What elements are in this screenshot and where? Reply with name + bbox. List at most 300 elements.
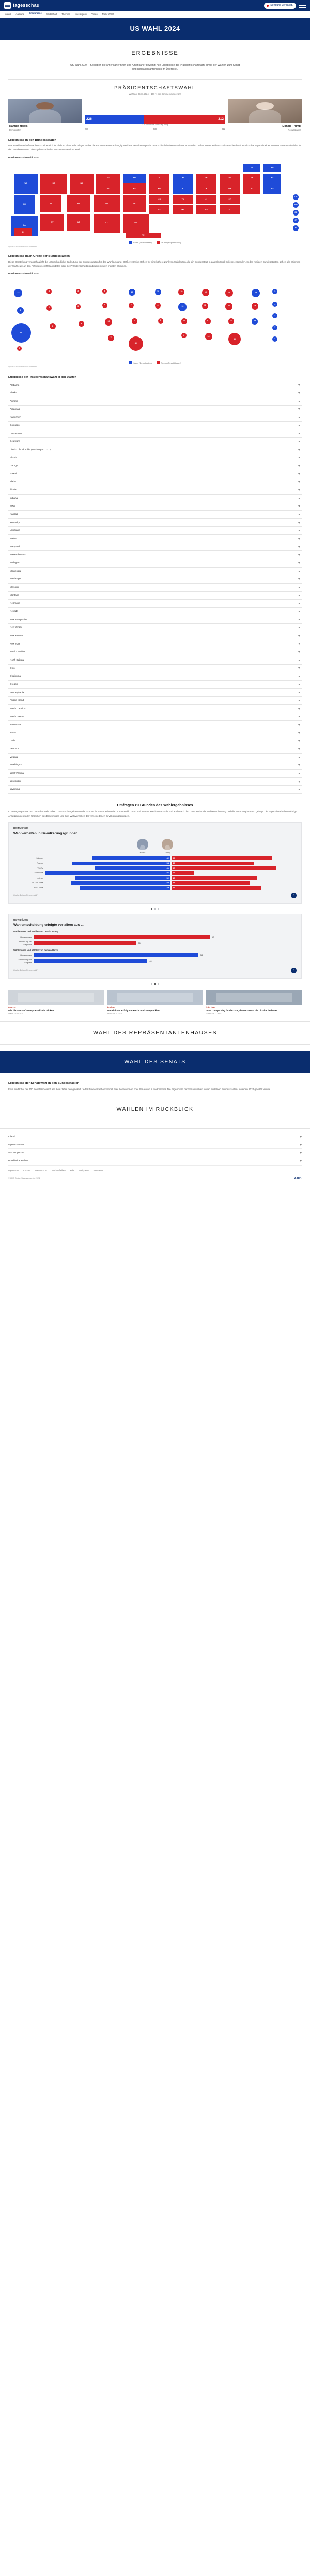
accordion-row[interactable]: [8, 438, 302, 446]
footer-row-label: ARD-Angebote: [8, 1151, 24, 1154]
page-title: US WAHL 2024: [130, 25, 180, 33]
state-name: Illinois: [10, 488, 17, 492]
poll-row: [13, 935, 297, 939]
state-name: New Jersey: [10, 626, 22, 629]
candidate-chip-trump: [162, 839, 173, 850]
chevron-down-icon: [298, 684, 300, 685]
teaser-title: Was Trumps Sieg für die USA, die NATO und die Ukraine bedeutet: [206, 1009, 277, 1012]
chevron-down-icon: [298, 667, 300, 669]
chevron-down-icon: [298, 522, 300, 524]
state-name: Rhode Island: [10, 699, 24, 702]
candidate-harris[interactable]: [8, 99, 82, 132]
states-map-text: Das Präsidentschaftswahl entscheidet sich letztlich im Electoral College. In das die Bundesstaaten abhängig von ihrer Bevölkerungszahl unterschiedlich viele Wahlleute entsenden dürfen. Die Präsidentschaftswahl ist damit letztlich das Ergebnis einer Summe von Einzelwahlen in den Bundesstaaten. Die Ergebnisse in den Bundesstaaten im Detail:: [8, 144, 301, 151]
accordion-row[interactable]: [8, 600, 302, 608]
nav-item-ergebnisse[interactable]: Ergebnisse: [29, 12, 42, 17]
candidate-photo-trump: [228, 99, 302, 123]
footer-copyright: © ARD Online / tagesschau.de 2024: [8, 1177, 40, 1180]
bubble-map-heading: Ergebnisse nach Größe der Bundesstaaten: [8, 254, 70, 258]
accordion-row[interactable]: [8, 413, 302, 422]
state-name: South Dakota: [10, 715, 24, 718]
bar-harris: 52: [75, 876, 170, 880]
poll-card-voting-groups: [8, 822, 302, 904]
top-bar: [0, 0, 310, 11]
poll-row: [13, 953, 297, 957]
share-icon[interactable]: ↗: [291, 968, 297, 973]
bubble-map-source: Quelle: AP/Election/ARD-Wahlbüro: [8, 365, 37, 368]
accordion-row[interactable]: [8, 478, 302, 486]
chevron-down-icon: [298, 505, 300, 507]
electoral-bar-trump: 312: [144, 115, 225, 124]
divider: [8, 79, 302, 80]
accordion-row[interactable]: [8, 406, 302, 414]
footer: [0, 1128, 310, 1189]
article-thumbnail: [107, 990, 203, 1005]
chevron-down-icon: [298, 611, 300, 612]
state-name: New Hampshire: [10, 618, 27, 621]
state-name: Oregon: [10, 682, 18, 685]
nav-item-mehr-wdr[interactable]: Mehr WDR: [102, 12, 114, 16]
article-thumbnail: [206, 990, 302, 1005]
accordion-row[interactable]: [8, 389, 302, 397]
state-name: Hawaii: [10, 472, 17, 475]
card-title: Wahlentscheidung erfolgte vor allem aus ...: [13, 923, 84, 927]
footer-row[interactable]: [8, 1141, 302, 1149]
state-name: New York: [10, 642, 20, 645]
chevron-down-icon: [298, 498, 300, 499]
chevron-down-icon: [298, 417, 300, 418]
article-teasers: [8, 990, 302, 1015]
state-name: Delaware: [10, 440, 20, 443]
state-name: Massachusetts: [10, 553, 26, 556]
chevron-down-icon: [298, 546, 300, 548]
teaser-kicker: Interview: [206, 1006, 215, 1009]
carousel-dots[interactable]: [8, 983, 302, 985]
state-name: Ohio: [10, 666, 15, 669]
chevron-down-icon: [298, 578, 300, 580]
accordion-row[interactable]: [8, 721, 302, 729]
state-name: Georgia: [10, 464, 19, 467]
chevron-down-icon: [298, 627, 300, 628]
accordion-row[interactable]: [8, 608, 302, 616]
accordion-row[interactable]: [8, 592, 302, 600]
accordion-row[interactable]: [8, 656, 302, 665]
teaser-kicker: Analyse: [107, 1006, 115, 1009]
footer-link[interactable]: Datenschutz: [35, 1169, 47, 1172]
chevron-down-icon: [298, 764, 300, 766]
us-bubble-map[interactable]: 12 8 54 4 4 6 3 3 6 3 5 10 11 10 6 7 40 10 6 6 10 19 11 6 15 11 9 16 19 17 9 30 28 16 14 4 4 3 7 4 3: [8, 278, 302, 359]
state-name: Alaska: [10, 391, 17, 394]
row-value: 40: [149, 959, 152, 962]
accordion-row[interactable]: [8, 672, 302, 681]
retrospect-section-banner: [0, 1098, 310, 1121]
nav-item-themen[interactable]: Themen: [61, 12, 71, 16]
accordion-row[interactable]: [8, 575, 302, 584]
state-name: North Carolina: [10, 650, 25, 653]
group-label: Weiße: [37, 866, 43, 869]
chevron-down-icon: [298, 384, 300, 386]
group-label: 18–29 Jahre: [32, 881, 43, 884]
state-name: Colorado: [10, 423, 20, 426]
accordion-row[interactable]: [8, 616, 302, 624]
presidential-result: [8, 99, 302, 132]
state-name: West Virginia: [10, 772, 24, 775]
poll-row: [13, 856, 297, 860]
chevron-down-icon: [298, 700, 300, 701]
group-label: Männer: [36, 856, 43, 860]
accordion-row[interactable]: [8, 648, 302, 656]
state-accordion: [8, 381, 302, 794]
us-choropleth-map[interactable]: WA OR CA MT ID NV WY UT AZ NM CO ND SD NE KS OK TX MN IA MO AR LA WI IL TN MS MI IN AL GA OH SC FL PA NC VA NY NJ ME VT AK MD DE CT RI DC: [8, 161, 302, 239]
bar-harris: 54: [71, 881, 170, 885]
chevron-down-icon: [298, 708, 300, 710]
chevron-down-icon: [298, 635, 300, 637]
accordion-row[interactable]: [8, 624, 302, 632]
accordion-row[interactable]: [8, 381, 302, 390]
footer-row[interactable]: [8, 1133, 302, 1141]
states-map-heading: Ergebnisse in den Bundesstaaten: [8, 138, 57, 142]
state-name: Kansas: [10, 513, 18, 516]
senate-title: WAHL DES SENATS: [124, 1059, 186, 1065]
group-label: Latinos: [37, 876, 43, 879]
accordion-row[interactable]: [8, 430, 302, 438]
chevron-down-icon: [298, 514, 300, 515]
state-name: Vermont: [10, 747, 19, 750]
accordion-row[interactable]: [8, 502, 302, 511]
chevron-down-icon: [298, 401, 300, 402]
live-pill-label: Sendung verpasst?: [270, 4, 293, 7]
state-name: Iowa: [10, 504, 15, 508]
state-name: Mississippi: [10, 577, 22, 580]
state-name: Florida: [10, 456, 18, 459]
hamburger-menu-icon[interactable]: [299, 2, 306, 9]
teaser-meta: Stand: 06.11.2024: [107, 1012, 122, 1015]
chevron-down-icon: [298, 554, 300, 556]
tagesschau-logo-icon: [4, 2, 11, 9]
chevron-down-icon: [298, 773, 300, 774]
house-title: WAHL DES REPRÄSENTANTENHAUSES: [93, 1029, 217, 1036]
nav-item-investigativ[interactable]: Investigativ: [75, 12, 87, 16]
teaser-title: Wie die USA auf Trumps Rückkehr blicken: [8, 1009, 54, 1012]
legend-label-harris: Harris (Demokraten): [133, 361, 152, 364]
row-label: Ablehnung der Gegnerin: [18, 940, 32, 946]
ard-logo[interactable]: ARD: [294, 1177, 302, 1180]
state-name: Connecticut: [10, 432, 23, 435]
candidate-name: Kamala Harris: [9, 124, 28, 128]
brand[interactable]: [4, 2, 40, 9]
accordion-row[interactable]: [8, 470, 302, 479]
live-dot-icon: [267, 5, 269, 7]
chevron-down-icon: [298, 473, 300, 475]
poll-row: [13, 871, 297, 875]
card-source: Quelle: Edison Research/AP: [13, 894, 38, 896]
nav-item-video[interactable]: Video: [91, 12, 98, 16]
candidate-name: Donald Trump: [282, 124, 301, 128]
chevron-down-icon: [298, 433, 300, 434]
state-name: Maine: [10, 537, 17, 540]
state-name: North Dakota: [10, 658, 24, 661]
row-value: 62: [211, 935, 214, 938]
bar-harris: 42: [92, 856, 170, 860]
accordion-row[interactable]: [8, 786, 302, 794]
footer-row[interactable]: [8, 1149, 302, 1157]
state-name: South Carolina: [10, 707, 26, 710]
results-lead: US-Wahl 2024 – So haben die Amerikanerinnen und Amerikaner gewählt: Alle Ergebnisse der Präsidentschaftswahl sowie der Wahlen zum Senat und Repräsentantenhaus im Überblick.: [70, 63, 240, 71]
chevron-down-icon: [300, 1152, 302, 1154]
bar-rep: [34, 941, 136, 945]
chevron-down-icon: [298, 457, 300, 458]
chevron-down-icon: [298, 595, 300, 596]
accordion-row[interactable]: [8, 705, 302, 713]
group-label: Frauen: [37, 862, 43, 865]
poll-chip-harris: [137, 839, 148, 854]
footer-link[interactable]: Kontakt: [23, 1169, 31, 1172]
nav-item-inland[interactable]: Inland: [5, 12, 11, 16]
accordion-row[interactable]: [8, 754, 302, 762]
chevron-down-icon: [298, 571, 300, 572]
chevron-down-icon: [298, 757, 300, 758]
chevron-down-icon: [298, 587, 300, 588]
accordion-row[interactable]: [8, 535, 302, 543]
accordion-row[interactable]: [8, 527, 302, 535]
state-name: Louisiana: [10, 529, 20, 532]
accordion-row[interactable]: [8, 486, 302, 495]
teaser-card[interactable]: [8, 990, 104, 1015]
teaser-kicker: Analyse: [8, 1006, 16, 1009]
presidential-subtitle: Wahltag: 05.11.2024 – 100 % der Stimmen ausgezählt: [129, 92, 181, 95]
group-label: Schwarze: [34, 871, 43, 875]
states-map-legend: [8, 241, 302, 244]
accordion-row[interactable]: [8, 495, 302, 503]
footer-row-label: Rundfunkanstalten: [8, 1159, 28, 1162]
brand-name: tagesschau: [13, 3, 40, 8]
teaser-card[interactable]: [206, 990, 302, 1015]
candidate-chip-harris: [137, 839, 148, 850]
chevron-down-icon: [298, 692, 300, 693]
hero-banner: [0, 18, 310, 40]
card-source: Quelle: Edison Research/AP: [13, 969, 38, 971]
accordion-row[interactable]: [8, 689, 302, 697]
card-kicker: US-Wahl 2024: [13, 918, 28, 922]
accordion-row[interactable]: [8, 737, 302, 745]
poll-row: [13, 886, 297, 890]
row-label: Überzeugung: [19, 935, 32, 938]
bubble-map-legend: [8, 361, 302, 365]
senate-states-heading: Ergebnisse der Senatswahl in den Bundesstaaten: [8, 1082, 80, 1085]
state-name: Oklahoma: [10, 674, 21, 678]
house-section-banner: [0, 1021, 310, 1045]
candidate-trump[interactable]: [228, 99, 302, 132]
chevron-down-icon: [298, 748, 300, 750]
chevron-down-icon: [298, 562, 300, 564]
accordion-row[interactable]: [8, 422, 302, 430]
chevron-down-icon: [298, 603, 300, 604]
state-name: Alabama: [10, 383, 20, 386]
accordion-row[interactable]: [8, 543, 302, 551]
footer-link[interactable]: Netiquette: [79, 1169, 89, 1172]
chevron-down-icon: [300, 1136, 302, 1138]
chevron-down-icon: [298, 732, 300, 734]
accordion-row[interactable]: [8, 713, 302, 722]
accordion-row[interactable]: [8, 640, 302, 649]
state-name: Arkansas: [10, 407, 20, 410]
row-value: 36: [138, 941, 141, 944]
axis-left: 226: [85, 127, 88, 130]
poll-row: [13, 881, 297, 885]
chevron-down-icon: [298, 449, 300, 451]
bar-trump: 57: [172, 866, 276, 870]
footer-link[interactable]: Barrierefreiheit: [51, 1169, 66, 1172]
state-name: Utah: [10, 739, 15, 742]
chevron-down-icon: [298, 740, 300, 742]
state-name: New Mexico: [10, 634, 23, 637]
accordion-row[interactable]: [8, 511, 302, 519]
row-value: 58: [200, 953, 203, 956]
state-name: Indiana: [10, 496, 18, 499]
chevron-down-icon: [298, 489, 300, 491]
bar-harris: 86: [45, 871, 170, 875]
chevron-down-icon: [298, 441, 300, 442]
state-name: Minnesota: [10, 569, 21, 572]
states-map-source: Quelle: AP/Election/ARD-Wahlbüro: [8, 245, 37, 248]
poll-group-name: Wählerinnen und Wähler von Donald Trump: [13, 930, 59, 933]
accordion-row[interactable]: [8, 446, 302, 454]
footer-row-label: tagesschau.de: [8, 1143, 24, 1146]
legend-label-trump: Trump (Republikaner): [161, 361, 181, 364]
states-map-chart-title: Präsidentschaftswahl 2024: [8, 156, 39, 159]
chevron-down-icon: [298, 724, 300, 726]
senate-states-text: Etwa ein Drittel der 100 Senatssitze wird alle zwei Jahre neu gewählt. Jeder Bundesstaat entsendet zwei Senatorinnen oder Senatoren in die Kammer. Die Ergebnisse der Senatswahlen in den einzelnen Bundesstaaten, in denen 2024 gewählt wurde:: [8, 1087, 271, 1091]
electoral-bar: [85, 115, 225, 124]
state-name: Maryland: [10, 545, 20, 548]
footer-link[interactable]: Newsletter: [93, 1169, 103, 1172]
candidate-party: Republikaner: [288, 128, 301, 131]
state-name: Missouri: [10, 586, 19, 589]
state-name: Idaho: [10, 480, 16, 483]
accordion-row[interactable]: [8, 770, 302, 778]
state-name: Kalifornien: [10, 416, 21, 419]
accordion-row[interactable]: [8, 745, 302, 754]
bubble-map-text: Diese Darstellung veranschaulicht die unterschiedliche Bedeutung der Bundesstaaten für den Wahlausgang. Größere Kreise stehen für eine höhere Zahl von Wahlleuten, die ein Bundesstaat in das Electoral College entsenden. In den meisten Bundesstaaten gehen alle Stimmen der Wahlleute an den Präsidentschaftskandidaten oder die Präsidentschaftskandidatin mit den meisten Stimmen.: [8, 260, 301, 268]
bar-trump: 43: [172, 881, 250, 885]
poll-card-vote-motivation: [8, 914, 302, 978]
state-name: Nevada: [10, 609, 18, 612]
accordion-row[interactable]: [8, 697, 302, 705]
accordion-row[interactable]: [8, 778, 302, 786]
state-name: Washington: [10, 763, 23, 766]
chevron-down-icon: [300, 1144, 302, 1146]
chevron-down-icon: [298, 481, 300, 483]
chevron-down-icon: [298, 538, 300, 540]
card-title: Wahlverhalten in Bevölkerungsgruppen: [13, 831, 78, 835]
teaser-meta: Stand: 06.11.2024: [8, 1012, 24, 1015]
state-name: Wisconsin: [10, 779, 21, 783]
teaser-card[interactable]: [107, 990, 203, 1015]
group-label: 65+ Jahre: [34, 886, 43, 889]
state-name: Tennessee: [10, 723, 22, 726]
poll-row: [13, 866, 297, 870]
poll-chip-trump: [162, 839, 173, 854]
chevron-down-icon: [298, 425, 300, 426]
accordion-row[interactable]: [8, 454, 302, 463]
poll-row: [13, 958, 297, 964]
bar-dem: [34, 953, 198, 957]
accordion-row[interactable]: [8, 397, 302, 406]
electoral-bar-harris: 226: [85, 115, 144, 124]
chevron-down-icon: [298, 619, 300, 620]
bar-trump: 45: [172, 862, 254, 865]
poll-row: [13, 862, 297, 865]
footer-link[interactable]: Impressum: [8, 1169, 19, 1172]
chevron-down-icon: [298, 660, 300, 661]
footer-row[interactable]: [8, 1157, 302, 1166]
state-accordion-title: Ergebnisse der Präsidentschaftswahl in den Staaten: [8, 375, 76, 379]
axis-right: 312: [222, 127, 225, 130]
chevron-down-icon: [298, 530, 300, 531]
poll-row: [13, 940, 297, 946]
row-label: Ablehnung des Gegners: [18, 958, 32, 964]
state-name: Texas: [10, 731, 16, 734]
bar-harris: 53: [72, 862, 170, 865]
footer-link[interactable]: Hilfe: [70, 1169, 74, 1172]
accordion-row[interactable]: [8, 568, 302, 576]
accordion-row[interactable]: [8, 681, 302, 689]
accordion-row[interactable]: [8, 632, 302, 640]
carousel-dots[interactable]: [8, 908, 302, 910]
accordion-row[interactable]: [8, 462, 302, 470]
row-label: Überzeugung: [19, 953, 32, 956]
senate-section-banner: [0, 1051, 310, 1073]
state-name: Montana: [10, 593, 19, 596]
share-icon[interactable]: ↗: [291, 893, 297, 898]
bar-trump: 12: [172, 871, 194, 875]
live-pill[interactable]: [264, 3, 296, 9]
bubble-map-chart-title: Präsidentschaftswahl 2024: [8, 272, 39, 275]
state-name: Wyoming: [10, 788, 20, 791]
accordion-row[interactable]: [8, 584, 302, 592]
chevron-down-icon: [300, 1160, 302, 1162]
legend-label-trump: Trump (Republikaner): [161, 241, 181, 244]
chevron-down-icon: [298, 676, 300, 677]
state-name: Arizona: [10, 399, 18, 402]
chevron-down-icon: [298, 392, 300, 394]
nav-item-ausland[interactable]: Ausland: [16, 12, 25, 16]
nav-item-wirtschaft[interactable]: Wirtschaft: [46, 12, 57, 16]
state-name: Virginia: [10, 755, 18, 758]
bar-dem: [34, 959, 147, 963]
main-nav: [0, 11, 310, 18]
card-kicker: US-Wahl 2024: [13, 827, 28, 830]
article-thumbnail: [8, 990, 104, 1005]
accordion-row[interactable]: [8, 665, 302, 673]
accordion-row[interactable]: [8, 559, 302, 568]
chip-label: Trump: [164, 851, 171, 854]
chevron-down-icon: [298, 781, 300, 783]
bar-harris: 41: [95, 866, 170, 870]
state-name: Nebraska: [10, 602, 20, 605]
poll-row: [13, 876, 297, 880]
state-name: District of Columbia (Washington D.C.): [10, 448, 51, 451]
state-name: Kentucky: [10, 520, 20, 524]
accordion-row[interactable]: [8, 761, 302, 770]
presidential-heading: PRÄSIDENTSCHAFTSWAHL: [114, 85, 196, 91]
bar-trump: 55: [172, 856, 272, 860]
accordion-row[interactable]: [8, 551, 302, 559]
accordion-row[interactable]: [8, 519, 302, 527]
bar-trump: 46: [172, 876, 257, 880]
footer-row-label: Inland: [8, 1135, 15, 1138]
accordion-row[interactable]: [8, 729, 302, 738]
bar-rep: [34, 935, 210, 939]
